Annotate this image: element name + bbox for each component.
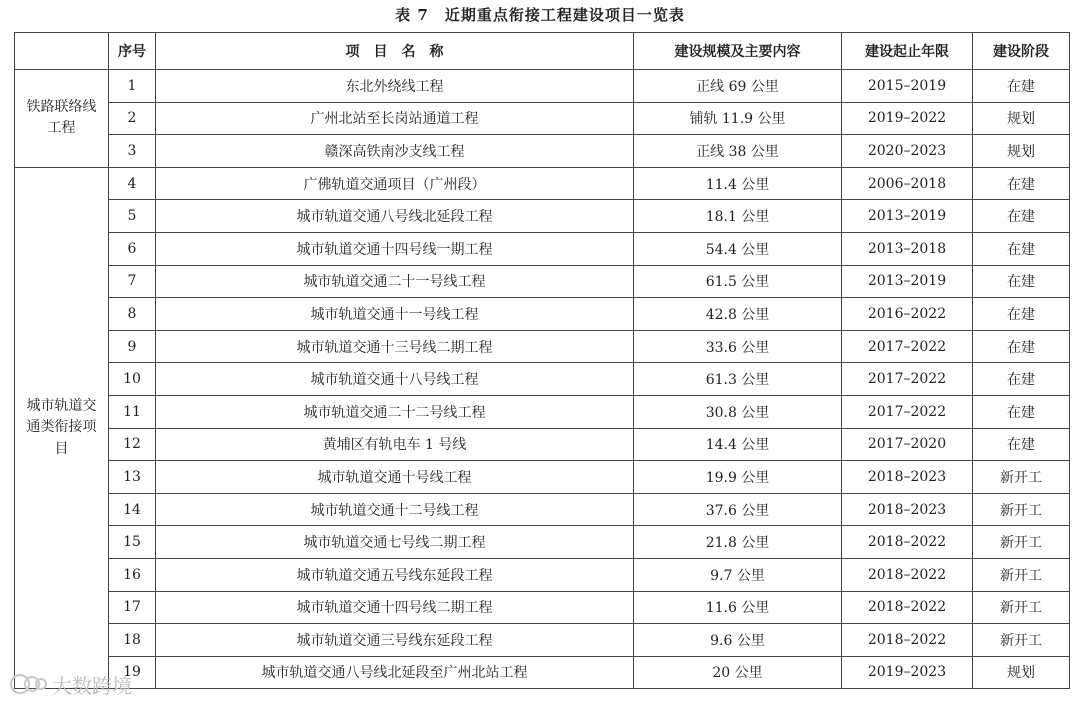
project-stage: 在建 [973,232,1070,265]
project-scale: 30.8 公里 [634,395,842,428]
row-number: 12 [109,428,156,461]
project-name: 城市轨道交通十三号线二期工程 [156,330,634,363]
table-row [15,428,1070,461]
header-no: 序号 [109,33,156,70]
table-row [15,461,1070,494]
row-number: 18 [109,624,156,657]
watermark-logo-icon [8,672,48,696]
project-name: 城市轨道交通十号线工程 [156,461,634,494]
row-number: 1 [109,70,156,103]
project-scale: 21.8 公里 [634,526,842,559]
project-period: 2018–2023 [842,493,973,526]
header-stage: 建设阶段 [973,33,1070,70]
project-scale: 9.6 公里 [634,624,842,657]
project-period: 2017–2022 [842,363,973,396]
project-scale: 42.8 公里 [634,298,842,331]
row-number: 9 [109,330,156,363]
project-name: 城市轨道交通八号线北延段工程 [156,200,634,233]
project-period: 2006–2018 [842,167,973,200]
project-period: 2016–2022 [842,298,973,331]
project-stage: 新开工 [973,558,1070,591]
project-stage: 规划 [973,135,1070,168]
project-period: 2015–2019 [842,70,973,103]
project-name: 城市轨道交通十八号线工程 [156,363,634,396]
project-period: 2018–2022 [842,526,973,559]
table-row [15,200,1070,233]
row-number: 17 [109,591,156,624]
project-scale: 18.1 公里 [634,200,842,233]
header-name: 项 目 名 称 [156,33,634,70]
project-name: 赣深高铁南沙支线工程 [156,135,634,168]
group-label: 城市轨道交通类衔接项目 [15,167,109,689]
project-name: 城市轨道交通二十一号线工程 [156,265,634,298]
table-row [15,624,1070,657]
project-period: 2019–2023 [842,656,973,689]
project-stage: 新开工 [973,624,1070,657]
table-row [15,265,1070,298]
project-scale: 正线 38 公里 [634,135,842,168]
project-period: 2017–2022 [842,330,973,363]
project-period: 2020–2023 [842,135,973,168]
row-number: 8 [109,298,156,331]
table-row [15,591,1070,624]
table-row [15,656,1070,689]
project-scale: 11.6 公里 [634,591,842,624]
row-number: 7 [109,265,156,298]
row-number: 10 [109,363,156,396]
table-row [15,167,1070,200]
project-stage: 在建 [973,167,1070,200]
project-period: 2018–2023 [842,461,973,494]
project-name: 广州北站至长岗站通道工程 [156,102,634,135]
table-row [15,558,1070,591]
header-group [15,33,109,70]
project-scale: 9.7 公里 [634,558,842,591]
project-stage: 在建 [973,428,1070,461]
project-name: 城市轨道交通十四号线二期工程 [156,591,634,624]
project-stage: 在建 [973,298,1070,331]
project-scale: 19.9 公里 [634,461,842,494]
project-scale: 61.5 公里 [634,265,842,298]
table-row [15,135,1070,168]
project-name: 城市轨道交通十二号线工程 [156,493,634,526]
row-number: 6 [109,232,156,265]
project-scale: 61.3 公里 [634,363,842,396]
table-row [15,526,1070,559]
project-name: 城市轨道交通十四号线一期工程 [156,232,634,265]
row-number: 3 [109,135,156,168]
row-number: 19 [109,656,156,689]
project-stage: 在建 [973,363,1070,396]
row-number: 13 [109,461,156,494]
project-stage: 在建 [973,265,1070,298]
row-number: 2 [109,102,156,135]
table-row [15,395,1070,428]
project-period: 2013–2019 [842,200,973,233]
row-number: 5 [109,200,156,233]
project-period: 2013–2018 [842,232,973,265]
project-stage: 在建 [973,70,1070,103]
project-name: 城市轨道交通十一号线工程 [156,298,634,331]
table-title: 表 7 近期重点衔接工程建设项目一览表 [395,6,685,24]
table-row [15,298,1070,331]
project-scale: 11.4 公里 [634,167,842,200]
project-stage: 新开工 [973,493,1070,526]
project-scale: 正线 69 公里 [634,70,842,103]
project-period: 2018–2022 [842,591,973,624]
row-number: 16 [109,558,156,591]
table-row [15,70,1070,103]
project-period: 2017–2020 [842,428,973,461]
row-number: 14 [109,493,156,526]
project-scale: 54.4 公里 [634,232,842,265]
project-name: 城市轨道交通三号线东延段工程 [156,624,634,657]
project-name: 城市轨道交通七号线二期工程 [156,526,634,559]
table-row [15,102,1070,135]
table-container [14,32,1069,689]
project-period: 2017–2022 [842,395,973,428]
table-body [15,70,1070,689]
table-row [15,330,1070,363]
project-name: 城市轨道交通八号线北延段至广州北站工程 [156,656,634,689]
row-number: 11 [109,395,156,428]
project-period: 2018–2022 [842,558,973,591]
project-stage: 规划 [973,656,1070,689]
header-period: 建设起止年限 [842,33,973,70]
watermark [8,670,132,698]
table-row [15,493,1070,526]
project-scale: 14.4 公里 [634,428,842,461]
watermark-text: 大数跨境 [52,673,132,698]
row-number: 15 [109,526,156,559]
project-stage: 在建 [973,330,1070,363]
table-row [15,232,1070,265]
project-stage: 新开工 [973,591,1070,624]
group-label: 铁路联络线工程 [15,70,109,168]
project-period: 2019–2022 [842,102,973,135]
project-name: 黄埔区有轨电车 1 号线 [156,428,634,461]
project-scale: 20 公里 [634,656,842,689]
project-scale: 37.6 公里 [634,493,842,526]
table-header-row [15,33,1070,70]
row-number: 4 [109,167,156,200]
header-scale: 建设规模及主要内容 [634,33,842,70]
project-name: 城市轨道交通五号线东延段工程 [156,558,634,591]
project-stage: 新开工 [973,526,1070,559]
project-stage: 规划 [973,102,1070,135]
project-scale: 33.6 公里 [634,330,842,363]
project-stage: 在建 [973,200,1070,233]
project-period: 2018–2022 [842,624,973,657]
projects-table [14,32,1070,689]
project-scale: 铺轨 11.9 公里 [634,102,842,135]
project-stage: 在建 [973,395,1070,428]
project-period: 2013–2019 [842,265,973,298]
project-name: 广佛轨道交通项目（广州段） [156,167,634,200]
table-row [15,363,1070,396]
project-stage: 新开工 [973,461,1070,494]
project-name: 东北外绕线工程 [156,70,634,103]
project-name: 城市轨道交通二十二号线工程 [156,395,634,428]
